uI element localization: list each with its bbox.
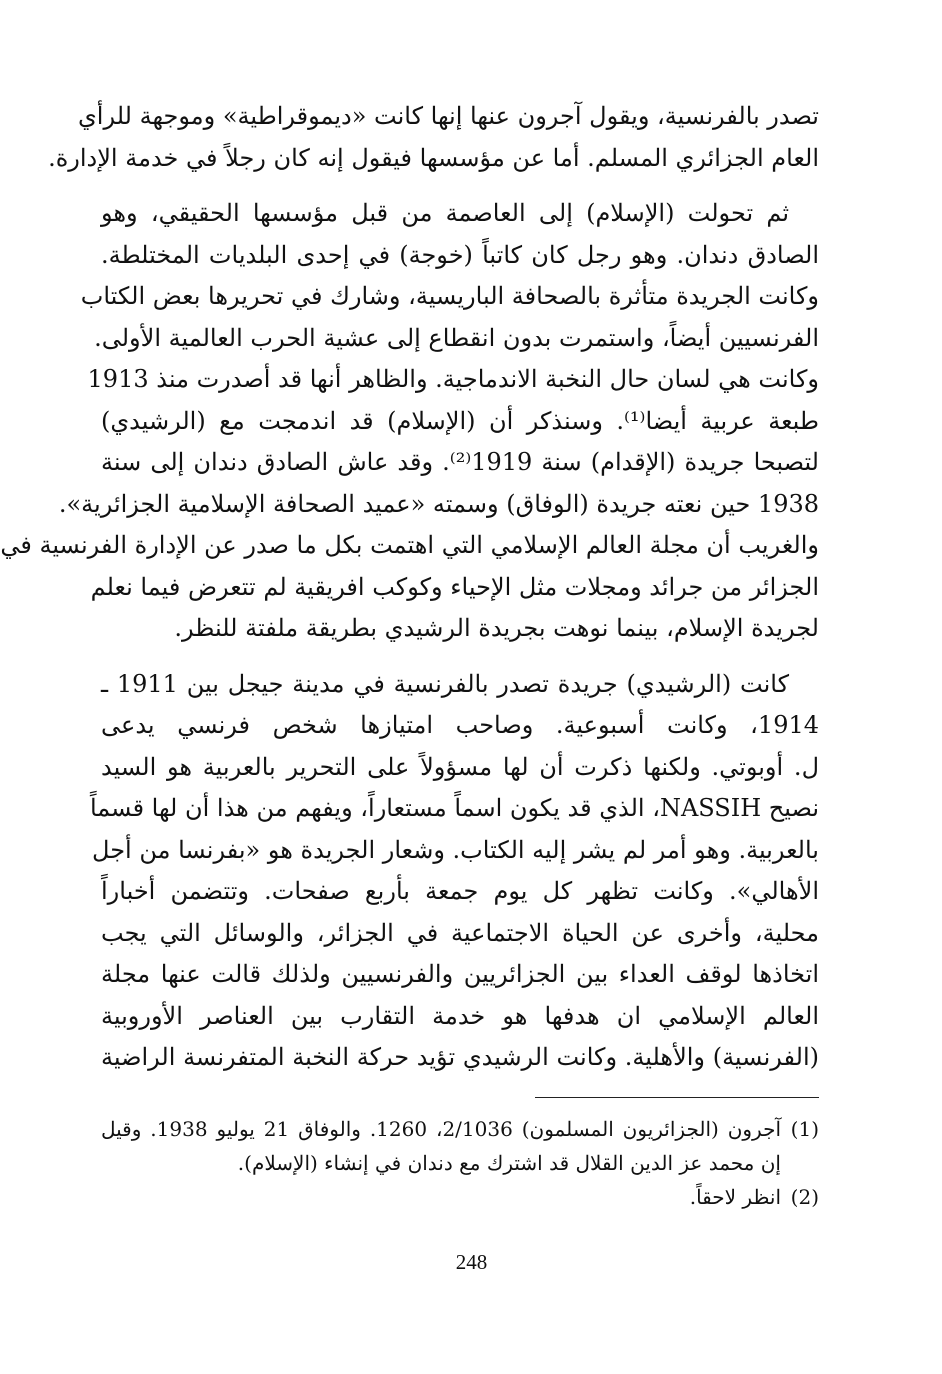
footnote-number: (2) bbox=[790, 1185, 819, 1209]
text-line: 1938 حين نعته جريدة (الوفاق) وسمته «عميد الصحافة الإسلامية الجزائرية». bbox=[58, 489, 819, 518]
paragraph-1 bbox=[48, 96, 819, 179]
text-line: 1914، وكانت أسبوعية. وصاحب امتيازها شخص فرنسي يدعى bbox=[101, 711, 819, 739]
text-line: الجزائر من جرائد ومجلات مثل الإحياء وكوكب افريقية لم تتعرض فيما نعلم bbox=[90, 572, 819, 601]
footnote-line: انظر لاحقاً. bbox=[689, 1185, 781, 1209]
footnotes bbox=[101, 1112, 819, 1214]
text-line: لتصبحا جريدة (الإقدام) سنة 1919⁽²⁾. وقد عاش الصادق دندان إلى سنة bbox=[101, 448, 819, 476]
text-line: الأهالي». وكانت تظهر كل يوم جمعة بأربع صفحات. وتتضمن أخباراً bbox=[101, 877, 819, 905]
footnote-2 bbox=[101, 1180, 819, 1214]
text-line: وكانت هي لسان حال النخبة الاندماجية. والظاهر أنها قد أصدرت منذ 1913 bbox=[87, 365, 819, 393]
text-line: لجريدة الإسلام، بينما نوهت بجريدة الرشيدي بطريقة ملفتة للنظر. bbox=[174, 614, 819, 642]
footnote-text bbox=[101, 1180, 781, 1214]
footnote-line: إن محمد عز الدين القلال قد اشترك مع دندان في إنشاء (الإسلام). bbox=[237, 1151, 781, 1175]
text-line: نصيح NASSIH، الذي قد يكون اسماً مستعاراً، ويفهم من هذا أن لها قسماً bbox=[89, 794, 819, 822]
text-line: ل. أوبوتي. ولكنها ذكرت أن لها مسؤولاً على التحرير بالعربية هو السيد bbox=[101, 752, 819, 781]
text-line: والغريب أن مجلة العالم الإسلامي التي اهتمت بكل ما صدر عن الإدارة الفرنسية في bbox=[0, 531, 819, 559]
text-line: كانت (الرشيدي) جريدة تصدر بالفرنسية في مدينة جيجل بين 1911 ـ bbox=[101, 669, 789, 698]
text-line: (الفرنسية) والأهلية. وكانت الرشيدي تؤيد حركة النخبة المتفرنسة الراضية bbox=[101, 1043, 819, 1071]
text-line: العام الجزائري المسلم. أما عن مؤسسها فيقول إنه كان رجلاً في خدمة الإدارة. bbox=[48, 143, 819, 172]
text-line: اتخاذها لوقف العداء بين الجزائريين والفرنسيين ولذلك قالت عنها مجلة bbox=[101, 960, 819, 988]
footnote-number: (1) bbox=[790, 1117, 819, 1141]
text-line: وكانت الجريدة متأثرة بالصحافة الباريسية، وشارك في تحريرها بعض الكتاب bbox=[80, 282, 819, 310]
text-line: طبعة عربية أيضا⁽¹⁾. وسنذكر أن (الإسلام) قد اندمجت مع (الرشيدي) bbox=[101, 406, 819, 435]
text-line: ثم تحولت (الإسلام) إلى العاصمة من قبل مؤسسها الحقيقي، وهو bbox=[101, 199, 789, 227]
text-line: بالعربية. وهو أمر لم يشر إليه الكتاب. وشعار الجريدة هو «بفرنسا من أجل bbox=[92, 835, 819, 864]
text-line: الفرنسيين أيضاً، واستمرت بدون انقطاع إلى عشية الحرب العالمية الأولى. bbox=[94, 323, 819, 352]
page-body bbox=[0, 96, 819, 1093]
text-line: محلية، وأخرى عن الحياة الاجتماعية في الجزائر، والوسائل التي يجب bbox=[101, 918, 819, 947]
text-line: تصدر بالفرنسية، ويقول آجرون عنها إنها كانت «ديموقراطية» وموجهة للرأي bbox=[78, 102, 819, 130]
text-line: الصادق دندان. وهو رجل كان كاتباً (خوجة) في إحدى البلديات المختلطة. bbox=[101, 240, 819, 269]
page-number: 248 bbox=[455, 1250, 488, 1274]
footnote-line: آجرون (الجزائريون المسلمون) 2/1036، 1260. والوفاق 21 يوليو 1938. وقيل bbox=[101, 1117, 782, 1141]
footnote-1 bbox=[101, 1112, 819, 1180]
footnote-text bbox=[101, 1112, 781, 1180]
paragraph-3 bbox=[89, 664, 819, 1079]
footnote-divider bbox=[535, 1097, 819, 1098]
text-line: العالم الإسلامي ان هدفها هو خدمة التقارب بين العناصر الأوروبية bbox=[101, 1001, 819, 1030]
paragraph-2 bbox=[0, 193, 819, 650]
